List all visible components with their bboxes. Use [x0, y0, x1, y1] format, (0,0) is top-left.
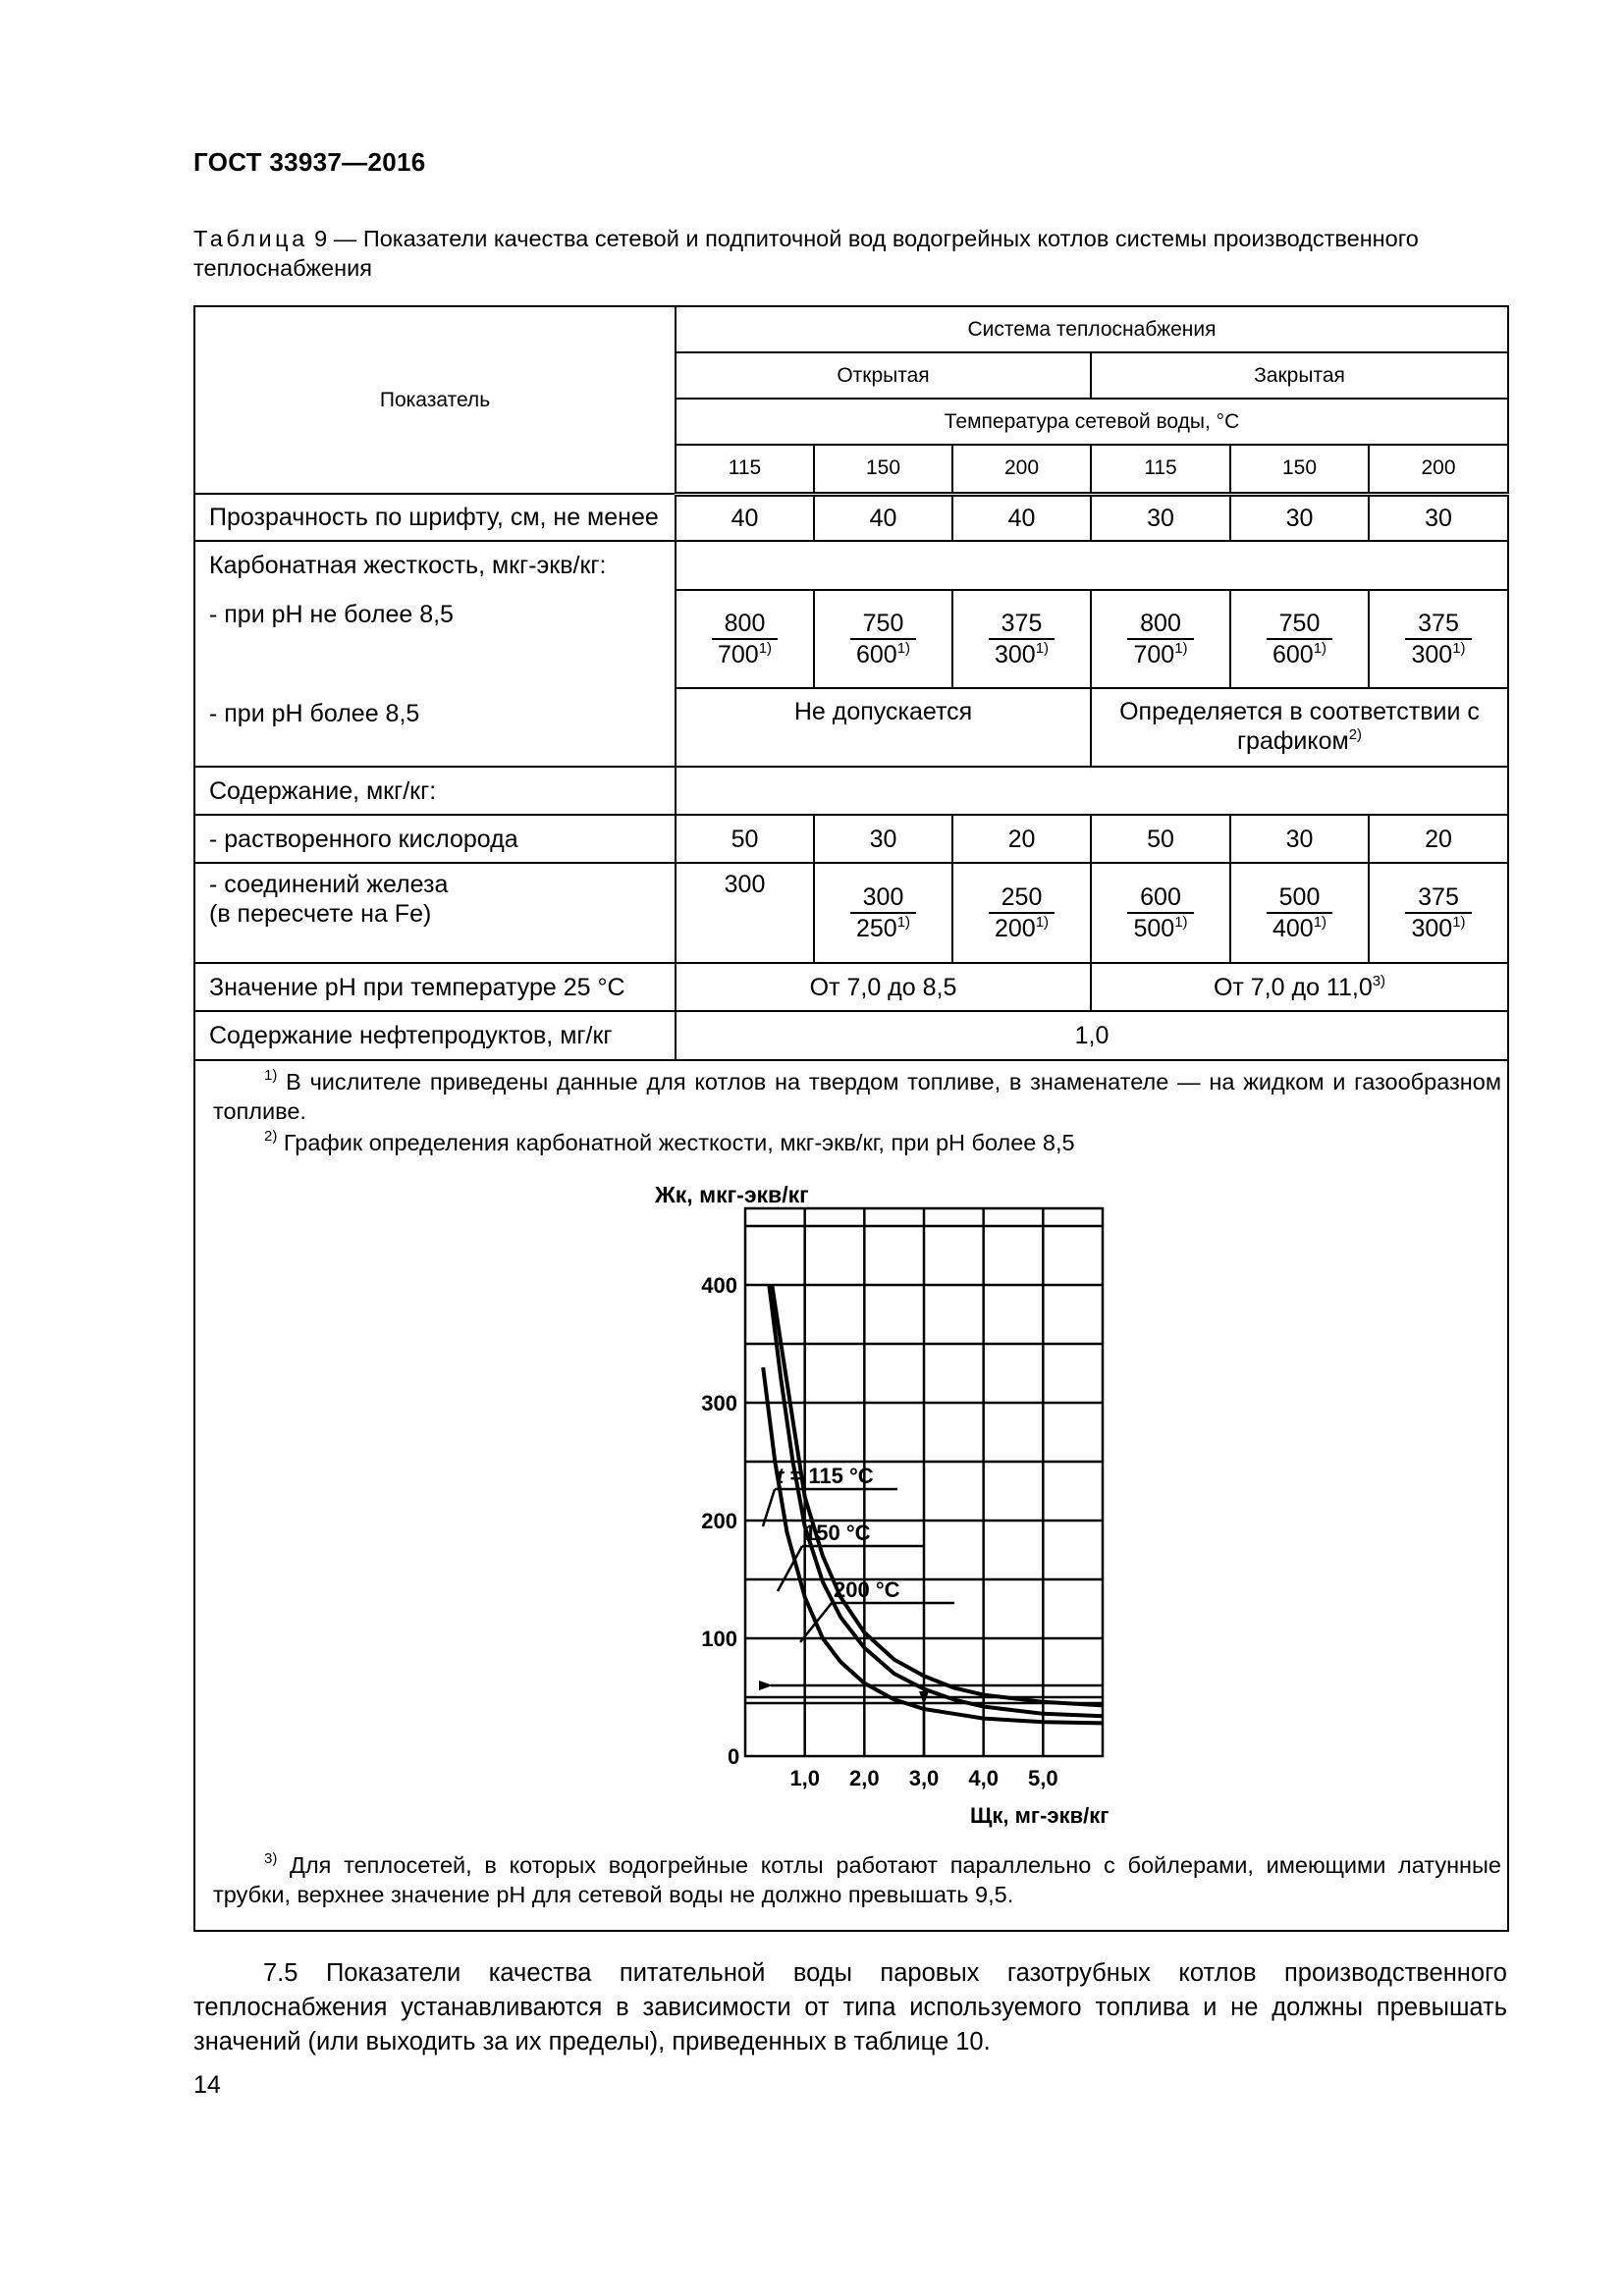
- header-temp-cell: 115: [1091, 445, 1230, 494]
- numerator: 300: [850, 882, 916, 914]
- footnote-text: График определения карбонатной жесткости, мкг-экв/кг, при рН более 8,5: [277, 1130, 1075, 1155]
- numerator: 750: [1267, 609, 1332, 640]
- table-cell-empty: [676, 541, 1508, 590]
- numerator: 375: [989, 609, 1055, 640]
- origin-label: 0: [728, 1744, 740, 1769]
- fraction: [1405, 882, 1471, 943]
- table-cell: [1230, 590, 1369, 688]
- y-axis-label: Жк, мкг-экв/кг: [655, 1182, 809, 1207]
- fraction: [1267, 609, 1332, 669]
- footnote-ref: 1): [896, 640, 911, 657]
- denominator-value: 400: [1272, 915, 1314, 942]
- document-code: ГОСТ 33937—2016: [193, 147, 426, 177]
- table-cell: 40: [814, 494, 952, 541]
- table-cell: 20: [1369, 815, 1508, 863]
- footnote-ref: 1): [1313, 914, 1327, 931]
- water-quality-table: [193, 305, 1509, 1932]
- numerator: 375: [1405, 609, 1471, 640]
- header-temperature: Температура сетевой воды, °С: [676, 399, 1508, 445]
- table-cell: [1369, 863, 1508, 963]
- denominator-value: 250: [855, 915, 897, 942]
- footnote-ref: 3): [1372, 972, 1386, 989]
- curve-150: [769, 1285, 1103, 1716]
- table-cell: 30: [814, 815, 952, 863]
- footnote-2: [264, 1128, 1491, 1157]
- denominator: [712, 640, 778, 669]
- table-row: [194, 1011, 1508, 1060]
- footnote-1: [213, 1067, 1501, 1126]
- footnote-ref: 1): [1174, 914, 1188, 931]
- table-cell: 300: [676, 863, 814, 963]
- denominator: [989, 914, 1055, 943]
- table-cell: [814, 590, 952, 688]
- chart-ticks: [701, 1273, 1057, 1790]
- footnote-ref: 1): [758, 640, 773, 657]
- header-closed: Закрытая: [1091, 352, 1508, 399]
- footnote-3: [213, 1850, 1501, 1909]
- x-tick-label: 1,0: [789, 1766, 820, 1790]
- y-tick-label: 300: [701, 1391, 737, 1415]
- denominator: [1127, 914, 1193, 943]
- row-label-carbonate: [194, 541, 676, 767]
- table-cell: [1091, 963, 1508, 1011]
- footnote-ref: 1): [1313, 640, 1327, 657]
- header-temp-cell: 115: [676, 445, 814, 494]
- denominator: [1127, 640, 1193, 669]
- series-label-text: 200 °C: [834, 1577, 900, 1602]
- row-label-line: (в пересчете на Fe): [209, 900, 432, 928]
- denominator-value: 700: [1133, 641, 1175, 668]
- footnote-ref: 1): [1035, 640, 1050, 657]
- table-row: [194, 767, 1508, 815]
- header-open: Открытая: [676, 352, 1091, 399]
- denominator-value: 300: [1411, 915, 1453, 942]
- table-cell: 50: [676, 815, 814, 863]
- row-label-line: - соединений железа: [209, 871, 449, 898]
- denominator: [989, 640, 1055, 669]
- footnote-ref: 1): [1035, 914, 1050, 931]
- table-cell: 30: [1369, 494, 1508, 541]
- fraction: [850, 609, 916, 669]
- table-cell: [1091, 688, 1508, 767]
- table-cell: 40: [676, 494, 814, 541]
- denominator: [1267, 914, 1332, 943]
- footnote-text: В числителе приведены данные для котлов на твердом топливе, в знаменателе — на жидком и газообразном топливе.: [213, 1069, 1501, 1124]
- fraction: [1127, 882, 1193, 943]
- table-cell: От 7,0 до 8,5: [676, 963, 1091, 1011]
- footnote-marker: 3): [264, 1850, 278, 1867]
- table-cell-empty: [676, 767, 1508, 815]
- numerator: 800: [712, 609, 778, 640]
- table-cell: 1,0: [676, 1011, 1508, 1060]
- table-cell: [1091, 863, 1230, 963]
- denominator-value: 300: [994, 641, 1036, 668]
- footnote-marker: 1): [264, 1067, 278, 1084]
- numerator: 800: [1127, 609, 1193, 640]
- carbonate-hardness-chart: [655, 1181, 1165, 1848]
- row-label: - растворенного кислорода: [194, 815, 676, 863]
- row-sublabel: - при рН более 8,5: [209, 700, 420, 727]
- denominator-value: 300: [1411, 641, 1453, 668]
- table-caption-text: 9 — Показатели качества сетевой и подпиточной вод водогрейных котлов системы производственного теплоснабжения: [193, 226, 1419, 281]
- cell-text: Определяется в соответствии с графиком: [1119, 698, 1480, 755]
- x-tick-label: 5,0: [1028, 1766, 1058, 1790]
- y-tick-label: 400: [701, 1273, 737, 1298]
- table-cell: 30: [1230, 494, 1369, 541]
- cell-text: От 7,0 до 11,0: [1213, 973, 1373, 1001]
- fraction: [1127, 609, 1193, 669]
- table-cell: 30: [1230, 815, 1369, 863]
- table-cell: [952, 590, 1091, 688]
- footnote-text: Для теплосетей, в которых водогрейные котлы работают параллельно с бойлерами, имеющими латунные трубки, верхнее значение рН для сетевой воды не должно превышать 9,5.: [213, 1852, 1501, 1907]
- numerator: 375: [1405, 882, 1471, 914]
- y-tick-label: 100: [701, 1627, 737, 1651]
- numerator: 750: [850, 609, 916, 640]
- series-label: [834, 1577, 900, 1602]
- series-label: [777, 1464, 874, 1488]
- page-number: 14: [193, 2071, 221, 2099]
- footnote-ref: 1): [1174, 640, 1188, 657]
- row-label: Карбонатная жесткость, мкг-экв/кг:: [209, 552, 607, 579]
- table-row: [194, 494, 1508, 541]
- header-temp-cell: 200: [1369, 445, 1508, 494]
- series-label-text: = 115 °C: [784, 1464, 874, 1488]
- x-tick-label: 2,0: [849, 1766, 880, 1790]
- x-axis-label: Щк, мг-экв/кг: [970, 1803, 1110, 1828]
- row-label: Значение рН при температуре 25 °С: [194, 963, 676, 1011]
- series-label-text: 150 °C: [804, 1521, 871, 1545]
- table-cell: Не допускается: [676, 688, 1091, 767]
- footnote-ref: 1): [896, 914, 911, 931]
- denominator: [850, 914, 916, 943]
- fraction: [989, 882, 1055, 943]
- y-tick-label: 200: [701, 1509, 737, 1533]
- header-temp-cell: 150: [814, 445, 952, 494]
- table-cell: [676, 590, 814, 688]
- table-row: [194, 541, 1508, 590]
- numerator: 250: [989, 882, 1055, 914]
- denominator: [850, 640, 916, 669]
- denominator-value: 200: [994, 915, 1036, 942]
- table-caption: [193, 224, 1507, 283]
- fraction: [989, 609, 1055, 669]
- denominator-value: 600: [855, 641, 897, 668]
- table-cell: 40: [952, 494, 1091, 541]
- numerator: 500: [1267, 882, 1332, 914]
- table-cell: [1230, 863, 1369, 963]
- table-caption-label: Таблица: [193, 226, 308, 251]
- table-cell: [814, 863, 952, 963]
- header-indicator: Показатель: [194, 306, 676, 494]
- series-label-var: t: [777, 1464, 785, 1488]
- table-row: [194, 863, 1508, 963]
- numerator: 600: [1127, 882, 1193, 914]
- row-label: Прозрачность по шрифту, см, не менее: [194, 494, 676, 541]
- denominator: [1267, 640, 1332, 669]
- header-system: Система теплоснабжения: [676, 306, 1508, 352]
- footnote-marker: 2): [264, 1128, 278, 1145]
- series-label: [804, 1521, 871, 1545]
- fraction: [1267, 882, 1332, 943]
- header-temp-cell: 200: [952, 445, 1091, 494]
- footnote-ref: 1): [1452, 914, 1466, 931]
- curve-115: [772, 1285, 1103, 1705]
- fraction: [1405, 609, 1471, 669]
- row-label: Содержание, мкг/кг:: [194, 767, 676, 815]
- table-cell: 30: [1091, 494, 1230, 541]
- table-cell: [1091, 590, 1230, 688]
- row-sublabel: - при рН не более 8,5: [209, 601, 454, 628]
- denominator-value: 500: [1133, 915, 1175, 942]
- x-tick-label: 3,0: [908, 1766, 940, 1790]
- row-label: Содержание нефтепродуктов, мг/кг: [194, 1011, 676, 1060]
- chart-curves: [763, 1285, 1103, 1723]
- row-label: [194, 863, 676, 963]
- footnote-ref: 1): [1452, 640, 1466, 657]
- table-cell: 50: [1091, 815, 1230, 863]
- table-row: [194, 815, 1508, 863]
- fraction: [850, 882, 916, 943]
- table-notes: [194, 1060, 1508, 1931]
- denominator: [1405, 914, 1471, 943]
- footnote-ref: 2): [1348, 726, 1363, 743]
- denominator: [1405, 640, 1471, 669]
- fraction: [712, 609, 778, 669]
- body-paragraph: 7.5 Показатели качества питательной воды паровых газотрубных котлов производственного теплоснабжения устанавливаются в зависимости от типа используемого топлива и не должны превышать значений (или выходить за их пределы), приведенных в таблице 10.: [193, 1959, 1507, 2056]
- table-cell: [952, 863, 1091, 963]
- denominator-value: 700: [717, 641, 759, 668]
- table-row: [194, 963, 1508, 1011]
- header-temp-cell: 150: [1230, 445, 1369, 494]
- table-cell: 20: [952, 815, 1091, 863]
- x-tick-label: 4,0: [968, 1766, 999, 1790]
- denominator-value: 600: [1272, 641, 1314, 668]
- table-cell: [1369, 590, 1508, 688]
